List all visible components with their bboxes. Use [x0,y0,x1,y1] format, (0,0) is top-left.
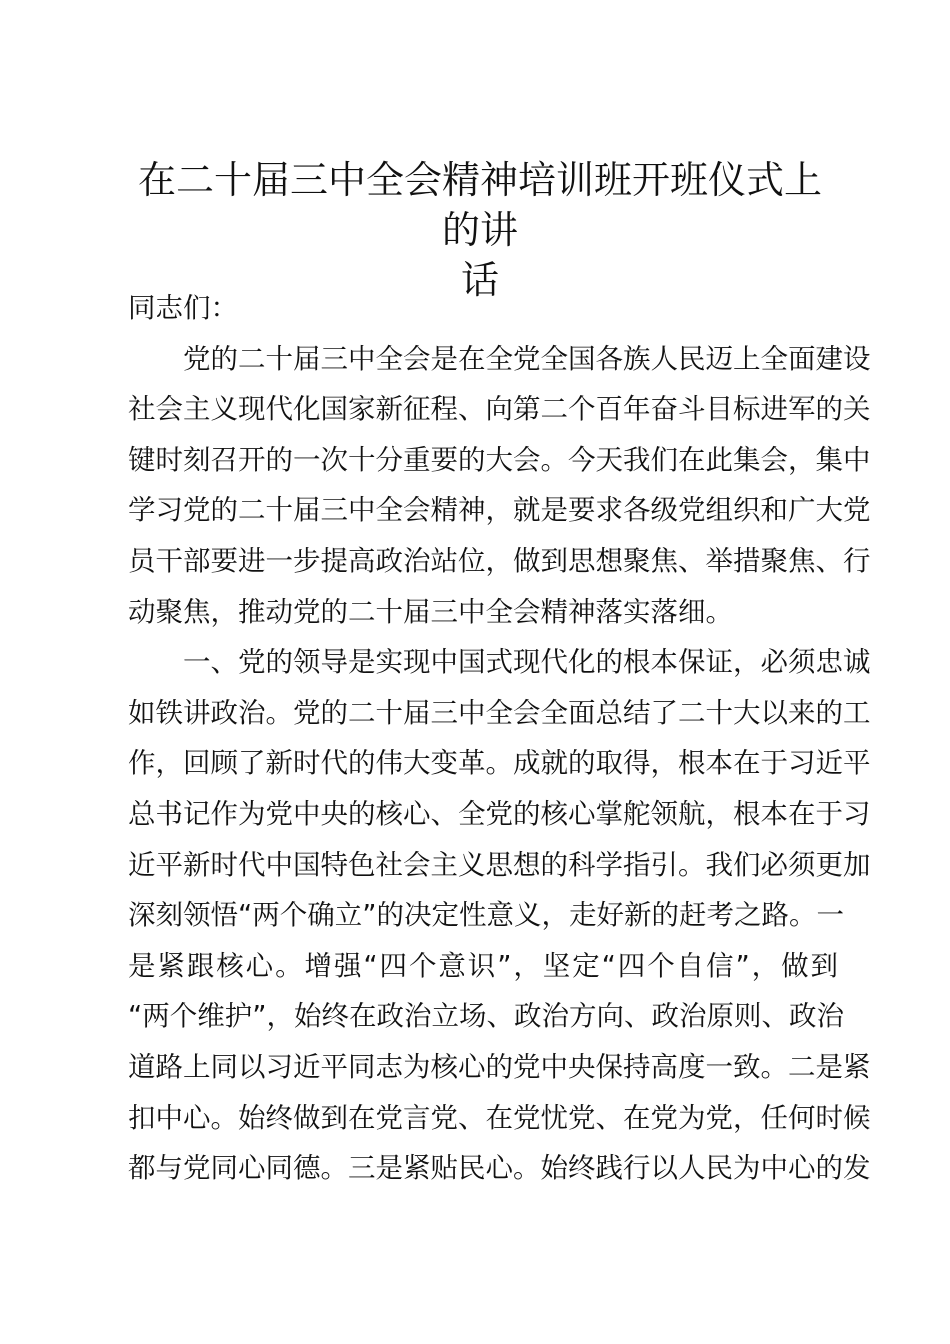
paragraph-line: 键时刻召开的一次十分重要的大会。今天我们在此集会，集中 [128,443,871,476]
title-line-1: 在二十届三中全会精神培训班开班仪式上的讲 [137,158,822,252]
paragraph-line: 作，回顾了新时代的伟大变革。成就的取得，根本在于习近平 [128,747,871,780]
paragraph-line: 一、党的领导是实现中国式现代化的根本保证，必须忠诚 [183,646,871,679]
paragraph-line: “两个维护”，始终在政治立场、政治方向、政治原则、政治 [128,1000,844,1033]
title-line-2: 话 [460,258,499,302]
paragraph-line: 道路上同以习近平同志为核心的党中央保持高度一致。二是紧 [128,1050,871,1083]
paragraph-line: 深刻领悟“两个确立”的决定性意义，走好新的赶考之路。一 [128,899,844,932]
paragraph-line: 总书记作为党中央的核心、全党的核心掌舵领航，根本在于习 [128,797,871,830]
paragraph-line: 社会主义现代化国家新征程、向第二个百年奋斗目标进军的关 [128,393,871,426]
salutation: 同志们： [128,292,238,324]
paragraph-line: 党的二十届三中全会是在全党全国各族人民迈上全面建设 [183,342,871,375]
paragraph-line: 是紧跟核心。增强“四个意识”，坚定“四个自信”，做到 [128,949,838,982]
paragraph-line: 近平新时代中国特色社会主义思想的科学指引。我们必须更加 [128,848,871,881]
paragraph-2 [128,637,871,1194]
paragraph-line: 扣中心。始终做到在党言党、在党忧党、在党为党，任何时候 [128,1101,871,1134]
paragraph-line: 都与党同心同德。三是紧贴民心。始终践行以人民为中心的发 [128,1152,871,1185]
paragraph-line: 动聚焦，推动党的二十届三中全会精神落实落细。 [128,595,733,628]
paragraph-line: 如铁讲政治。党的二十届三中全会全面总结了二十大以来的工 [128,696,871,729]
document-body [128,283,871,1194]
paragraph-line: 学习党的二十届三中全会精神，就是要求各级党组织和广大党 [128,494,871,527]
paragraph-1 [128,334,871,638]
paragraph-line: 员干部要进一步提高政治站位，做到思想聚焦、举措聚焦、行 [128,544,871,577]
